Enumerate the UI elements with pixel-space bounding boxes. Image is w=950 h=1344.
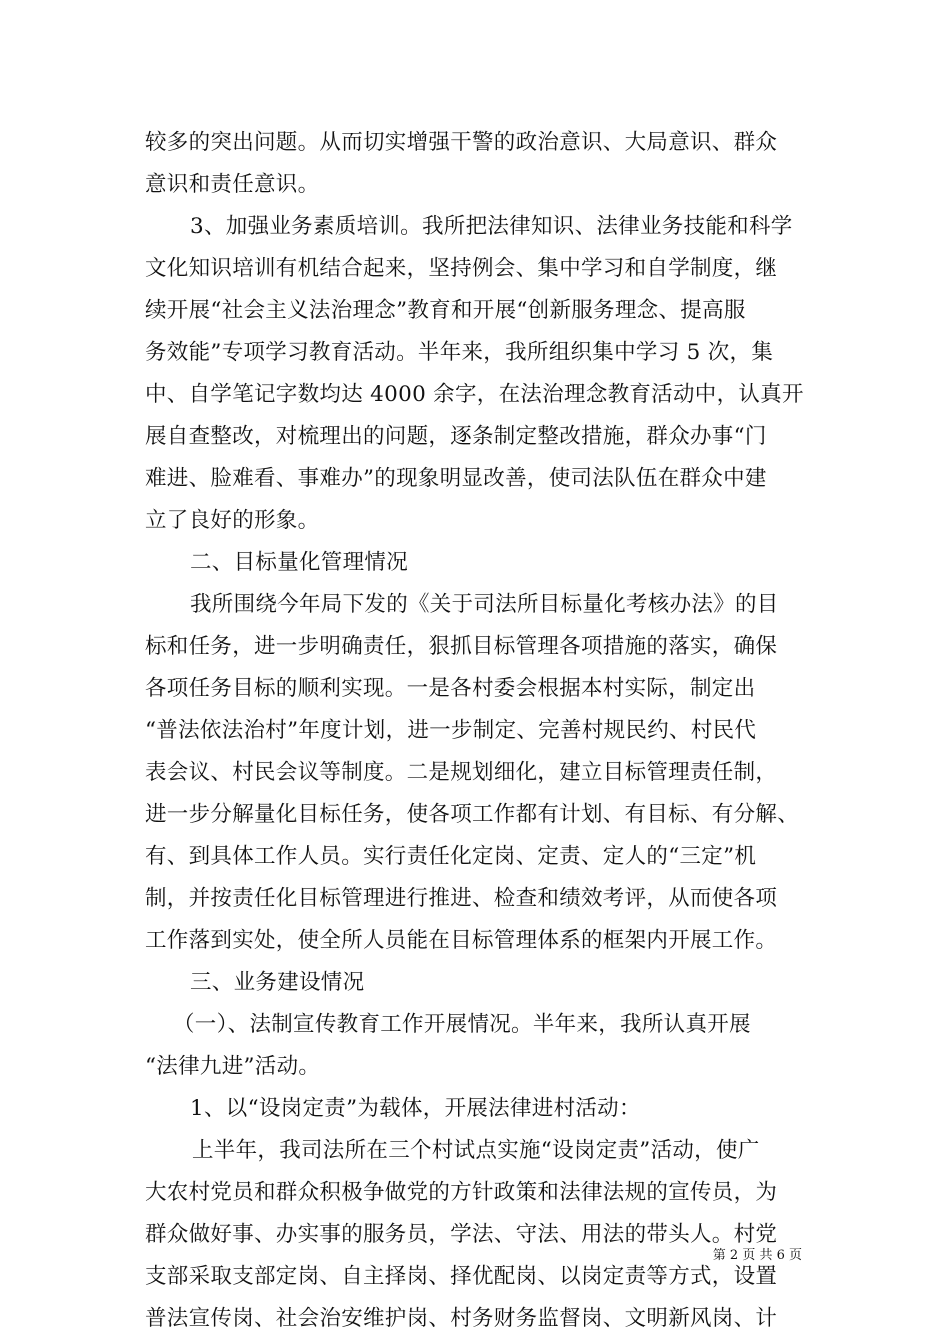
text-line: 展自查整改，对梳理出的问题，逐条制定整改措施，群众办事“门 xyxy=(145,424,767,449)
text-line: 续开展“社会主义法治理念”教育和开展“创新服务理念、提高服 xyxy=(145,298,746,323)
section-heading: 二、目标量化管理情况 xyxy=(190,550,409,575)
text-line: “法律九进”活动。 xyxy=(145,1054,321,1079)
text-line: 上半年，我司法所在三个村试点实施“设岗定责”活动，使广 xyxy=(192,1138,760,1163)
text-line: 大农村党员和群众积极争做党的方针政策和法律法规的宣传员，为 xyxy=(145,1180,778,1205)
text-line: 我所围绕今年局下发的《关于司法所目标量化考核办法》的目 xyxy=(190,592,779,617)
text-line: （一）、法制宣传教育工作开展情况。半年来，我所认真开展 xyxy=(173,1012,751,1037)
text-line: 群众做好事、办实事的服务员，学法、守法、用法的带头人。村党 xyxy=(145,1222,778,1247)
text-line: 难进、脸难看、事难办”的现象明显改善，使司法队伍在群众中建 xyxy=(145,466,767,491)
text-line: 较多的突出问题。从而切实增强干警的政治意识、大局意识、群众 xyxy=(145,130,778,155)
text-line: 各项任务目标的顺利实现。一是各村委会根据本村实际，制定出 xyxy=(145,676,756,701)
text-line: “普法依法治村”年度计划，进一步制定、完善村规民约、村民代 xyxy=(145,718,757,743)
text-line: 表会议、村民会议等制度。二是规划细化，建立目标管理责任制， xyxy=(145,760,778,785)
text-line: 制，并按责任化目标管理进行推进、检查和绩效考评，从而使各项 xyxy=(145,886,778,911)
page-number: 第 2 页 共 6 页 xyxy=(712,1248,802,1263)
text-line: 文化知识培训有机结合起来，坚持例会、集中学习和自学制度，继 xyxy=(145,256,778,281)
text-line: 3、加强业务素质培训。我所把法律知识、法律业务技能和科学 xyxy=(190,214,793,239)
text-line: 务效能”专项学习教育活动。半年来，我所组织集中学习 5 次，集 xyxy=(145,340,774,365)
text-line: 支部采取支部定岗、自主择岗、择优配岗、以岗定责等方式，设置 xyxy=(145,1264,778,1289)
text-line: 普法宣传岗、社会治安维护岗、村务财务监督岗、文明新风岗、计 xyxy=(145,1306,778,1331)
text-line: 工作落到实处，使全所人员能在目标管理体系的框架内开展工作。 xyxy=(145,928,778,953)
text-line: 1、以“设岗定责”为载体，开展法律进村活动： xyxy=(190,1096,641,1121)
text-line: 进一步分解量化目标任务，使各项工作都有计划、有目标、有分解、 xyxy=(145,802,800,827)
section-heading: 三、业务建设情况 xyxy=(190,970,365,995)
text-line: 中、自学笔记字数均达 4000 余字，在法治理念教育活动中，认真开 xyxy=(145,382,804,407)
text-line: 有、到具体工作人员。实行责任化定岗、定责、定人的“三定”机 xyxy=(145,844,757,869)
text-line: 意识和责任意识。 xyxy=(145,172,320,197)
body-text xyxy=(145,122,835,1340)
text-line: 标和任务，进一步明确责任，狠抓目标管理各项措施的落实，确保 xyxy=(145,634,778,659)
text-line: 立了良好的形象。 xyxy=(145,508,320,533)
